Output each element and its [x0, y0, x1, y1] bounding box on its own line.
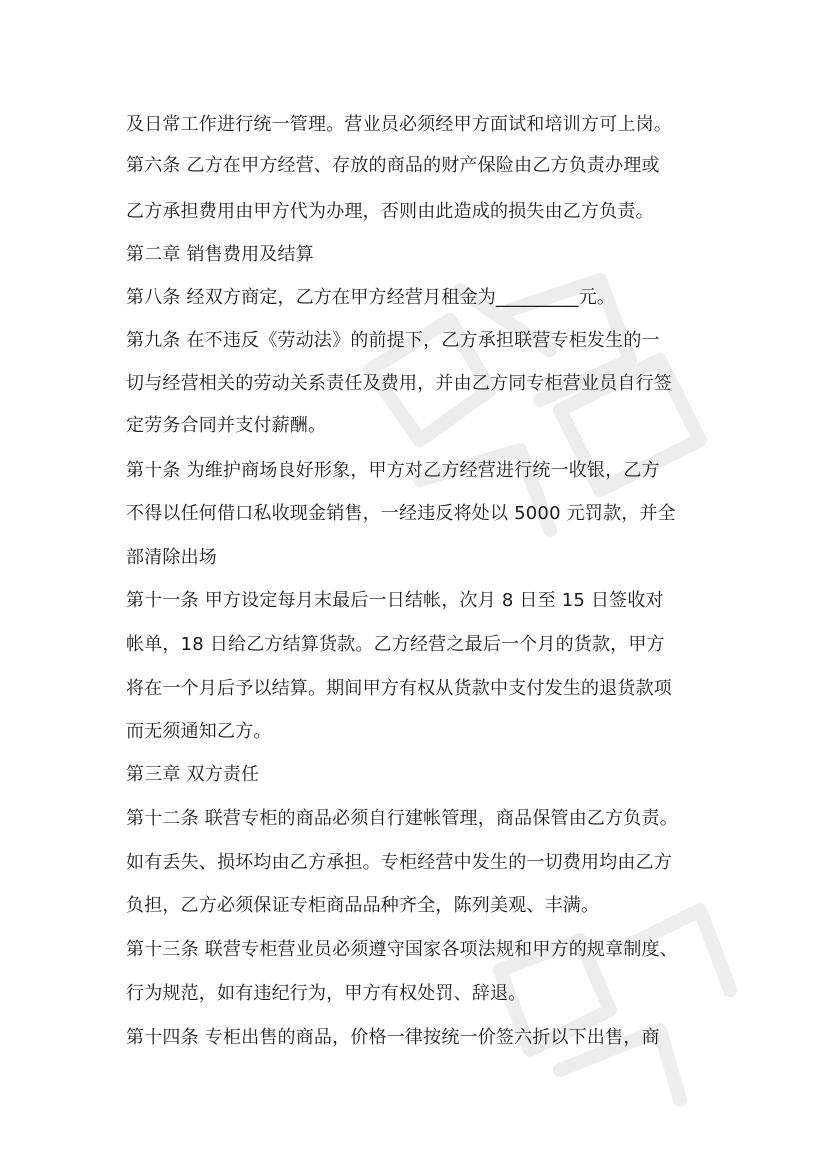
article-11-line-3: 将在一个月后予以结算。期间甲方有权从货款中支付发生的退货款项	[126, 678, 672, 699]
article-12-line-1: 第十二条 联营专柜的商品必须自行建帐管理，商品保管由乙方负责。	[126, 808, 678, 829]
article-10-line-1: 第十条 为维护商场良好形象，甲方对乙方经营进行统一收银，乙方	[126, 460, 660, 481]
article-9-line-1: 第九条 在不违反《劳动法》的前提下，乙方承担联营专柜发生的一	[126, 330, 660, 351]
text-line-1: 及日常工作进行统一管理。营业员必须经甲方面试和培训方可上岗。	[126, 114, 672, 135]
article-6-line-2: 乙方承担费用由甲方代为办理，否则由此造成的损失由乙方负责。	[126, 201, 654, 222]
article-9-line-2: 切与经营相关的劳动关系责任及费用，并由乙方同专柜营业员自行签	[126, 373, 672, 394]
article-10-line-3: 部清除出场	[126, 547, 217, 568]
article-14-line-1: 第十四条 专柜出售的商品，价格一律按统一价签六折以下出售，商	[126, 1027, 660, 1048]
article-8-line: 第八条 经双方商定，乙方在甲方经营月租金为_________元。	[126, 287, 616, 308]
article-11-line-2: 帐单，18 日给乙方结算货款。乙方经营之最后一个月的货款，甲方	[126, 634, 665, 655]
article-6-line-1: 第六条 乙方在甲方经营、存放的商品的财产保险由乙方负责办理或	[126, 155, 660, 176]
article-13-line-1: 第十三条 联营专柜营业员必须遵守国家各项法规和甲方的规章制度、	[126, 939, 678, 960]
article-11-line-4: 而无须通知乙方。	[126, 721, 272, 742]
article-11-line-1: 第十一条 甲方设定每月末最后一日结帐，次月 8 日至 15 日签收对	[126, 590, 664, 611]
chapter-3-heading: 第三章 双方责任	[126, 764, 260, 785]
article-9-line-3: 定劳务合同并支付薪酬。	[126, 415, 327, 436]
article-10-line-2: 不得以任何借口私收现金销售，一经违反将处以 5000 元罚款，并全	[126, 503, 676, 524]
article-13-line-2: 行为规范，如有违纪行为，甲方有权处罚、辞退。	[126, 983, 527, 1004]
article-12-line-3: 负担，乙方必须保证专柜商品品种齐全，陈列美观、丰满。	[126, 895, 600, 916]
chapter-2-heading: 第二章 销售费用及结算	[126, 244, 314, 265]
article-12-line-2: 如有丢失、损坏均由乙方承担。专柜经营中发生的一切费用均由乙方	[126, 852, 672, 873]
